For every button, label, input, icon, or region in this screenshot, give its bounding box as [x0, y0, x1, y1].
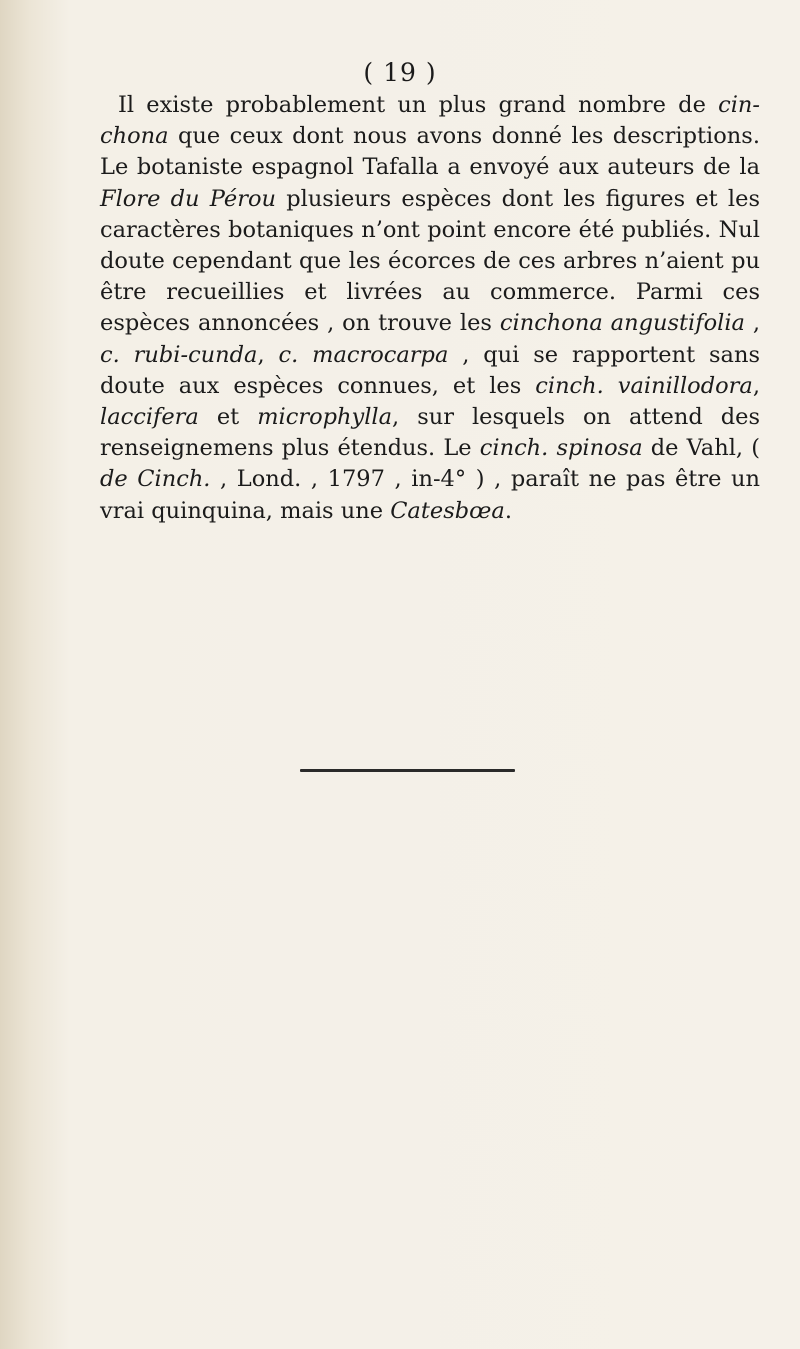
italic-run: de Cinch. — [100, 466, 211, 493]
text-run: , sur lesquels on attend des renseignemens plus étendus. Le — [100, 404, 760, 462]
text-run: . — [504, 497, 512, 524]
text-run: et — [198, 404, 258, 431]
italic-run: microphylla — [257, 404, 393, 431]
text-run: , — [752, 372, 760, 399]
italic-run: laccifera — [100, 404, 199, 431]
text-run: que ceux dont nous avons donné les descriptions. Le botaniste espagnol Tafalla a envoyé aux auteurs de la — [100, 123, 760, 181]
italic-run: cinchona angustifolia — [499, 310, 745, 337]
text-run: , Lond. , 1797 , in-4° ) , paraît ne pas être un vrai quinquina, mais une — [100, 466, 760, 524]
section-rule — [300, 769, 515, 772]
italic-run: Catesbœa — [390, 497, 505, 524]
italic-run: c. macrocarpa — [278, 341, 449, 368]
body-paragraph — [100, 90, 760, 527]
text-run: plusieurs espèces dont les figures et les caractères botaniques n’ont point encore été publiés. Nul doute cependant que les écorces de ces arbres n’aient pu être recueillies et livrées au commerce. Parmi ces espèces annoncées , on trouve les — [100, 185, 760, 337]
italic-run: c. rubi-cunda — [100, 341, 258, 368]
italic-run: cin-chona — [100, 92, 760, 150]
page-number: ( 19 ) — [363, 58, 437, 87]
text-run: , — [744, 310, 761, 337]
text-run: de Vahl, ( — [642, 435, 760, 462]
text-run: Il existe probablement un plus grand nombre de — [118, 92, 719, 118]
italic-run: cinch. vainillodora — [535, 372, 753, 399]
italic-run: cinch. spinosa — [479, 435, 643, 462]
text-run: , qui se rapportent sans doute aux espèces connues, et les — [100, 341, 761, 399]
italic-run: Flore du Pérou — [100, 185, 276, 212]
text-run: , — [257, 341, 279, 368]
